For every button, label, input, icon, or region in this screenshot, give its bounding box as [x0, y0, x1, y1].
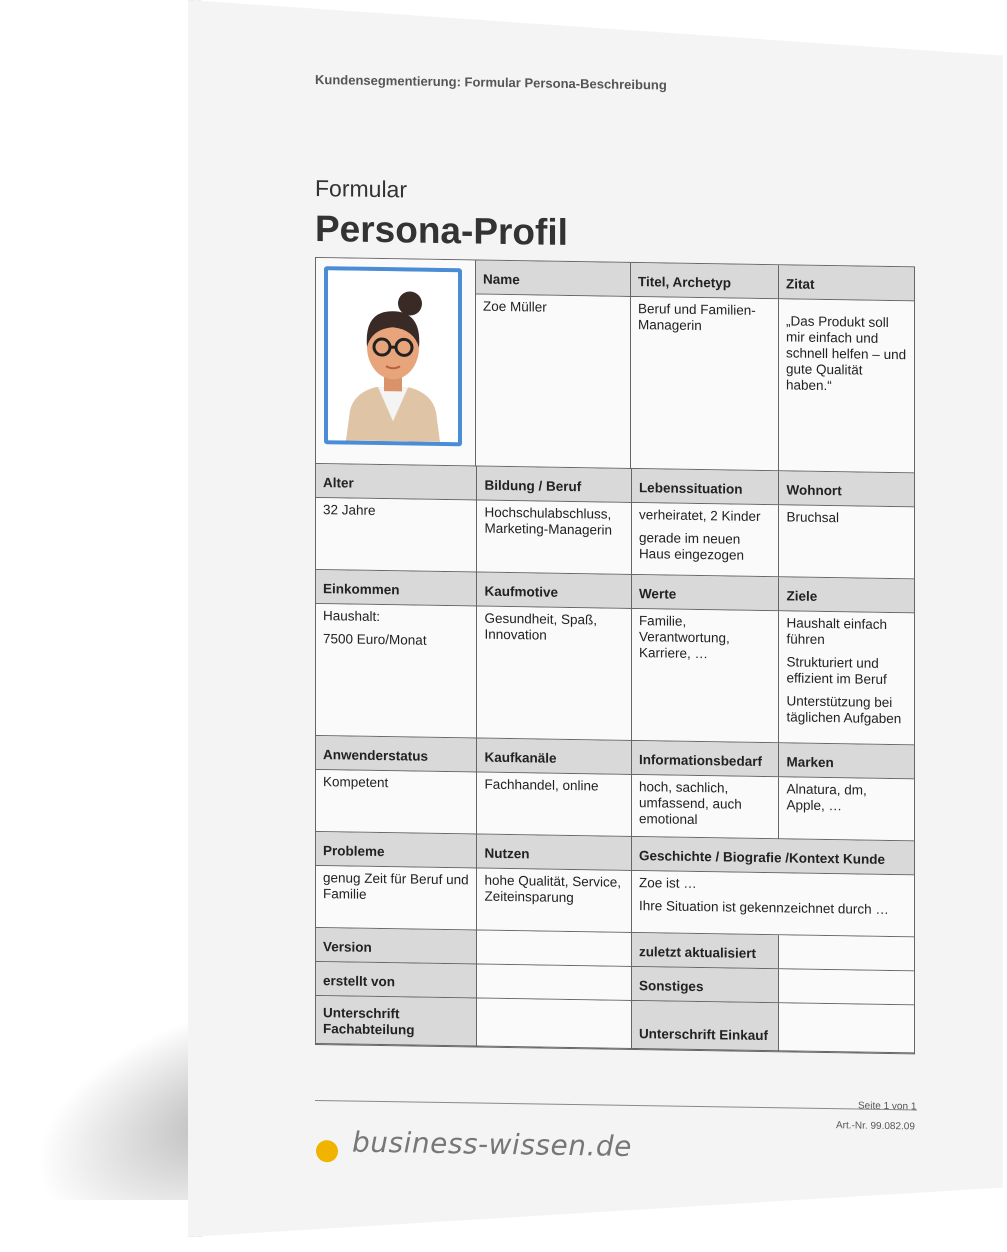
table-row	[316, 498, 914, 579]
table-row	[316, 604, 914, 745]
problems-label: Probleme	[316, 832, 477, 869]
problems-value: genug Zeit für Beruf und Familie	[316, 866, 477, 931]
goal-item: Strukturiert und effizient im Beruf	[786, 654, 907, 688]
education-label: Bildung / Beruf	[477, 467, 631, 503]
goals-value	[779, 611, 914, 745]
brand-logo: business-wissen.de	[352, 1126, 632, 1163]
age-label: Alter	[316, 464, 477, 501]
avatar-illustration-icon	[328, 270, 458, 442]
motives-value: Gesundheit, Spaß, Innovation	[477, 607, 631, 741]
channels-label: Kaufkanäle	[477, 739, 631, 775]
info-need-label: Informationsbedarf	[632, 741, 780, 777]
story-line: Zoe ist …	[639, 875, 907, 895]
misc-label: Sonstiges	[632, 967, 780, 1003]
story-label: Geschichte / Biografie /Kontext Kunde	[632, 837, 914, 875]
created-by-label: erstellt von	[316, 962, 477, 999]
logo-dot-icon	[316, 1140, 338, 1162]
goal-item: Unterstützung bei täglichen Aufgaben	[786, 693, 907, 727]
values-value: Familie, Verantwortung, Karriere, …	[632, 609, 780, 743]
footer-divider	[315, 1100, 917, 1110]
life-situation-line: verheiratet, 2 Kinder	[639, 507, 772, 525]
archetype-value: Beruf und Familien-Managerin	[631, 297, 779, 471]
income-value	[316, 604, 477, 739]
profile-block	[476, 261, 914, 474]
table-row	[316, 258, 914, 473]
profile-value-row	[476, 295, 914, 474]
brands-label: Marken	[779, 743, 914, 779]
document-title: Persona-Profil	[315, 208, 568, 254]
residence-value: Bruchsal	[779, 505, 914, 579]
age-value: 32 Jahre	[316, 498, 477, 573]
life-situation-line: gerade im neuen Haus eingezogen	[639, 530, 772, 564]
created-by-field[interactable]	[477, 965, 631, 1001]
values-label: Werte	[632, 575, 780, 611]
info-need-value: hoch, sachlich, umfassend, auch emotional	[632, 775, 780, 839]
life-situation-label: Lebenssituation	[632, 469, 780, 505]
version-field[interactable]	[477, 931, 631, 967]
channels-value: Fachhandel, online	[477, 773, 631, 837]
table-row	[316, 996, 914, 1053]
quote-value: „Das Produkt soll mir einfach und schnell helfen – und gute Qualität haben.“	[779, 299, 914, 473]
benefits-value: hohe Qualität, Service, Zeiteinsparung	[477, 869, 632, 933]
persona-table	[315, 257, 915, 1054]
photo-cell	[316, 258, 476, 467]
quote-label: Zitat	[779, 265, 914, 301]
education-value: Hochschulabschluss, Marketing-Managerin	[477, 501, 631, 575]
benefits-label: Nutzen	[477, 835, 632, 871]
updated-field[interactable]	[779, 935, 914, 971]
goal-item: Haushalt einfach führen	[786, 615, 907, 649]
user-status-value: Kompetent	[316, 770, 477, 835]
persona-avatar	[324, 266, 462, 446]
updated-label: zuletzt aktualisiert	[632, 933, 780, 969]
name-value: Zoe Müller	[476, 295, 631, 469]
goals-label: Ziele	[779, 577, 914, 613]
story-line: Ihre Situation ist gekennzeichnet durch …	[639, 898, 907, 918]
signature-purchase-field[interactable]	[779, 1003, 914, 1053]
story-value	[632, 871, 914, 937]
archetype-label: Titel, Archetyp	[631, 263, 779, 299]
signature-purchase-label: Unterschrift Einkauf	[632, 1001, 780, 1051]
income-label: Einkommen	[316, 570, 477, 607]
user-status-label: Anwenderstatus	[316, 736, 477, 773]
signature-department-label: Unterschrift Fachabteilung	[316, 996, 477, 1047]
document-header: Kundensegmentierung: Formular Persona-Beschreibung	[315, 72, 667, 93]
article-number: Art.-Nr. 99.082.09	[836, 1120, 915, 1132]
life-situation-value	[632, 503, 780, 577]
signature-department-field[interactable]	[477, 999, 631, 1049]
page-number: Seite 1 von 1	[858, 1101, 916, 1113]
table-row	[316, 866, 914, 937]
residence-label: Wohnort	[779, 471, 914, 507]
income-line: 7500 Euro/Monat	[323, 631, 469, 649]
misc-field[interactable]	[779, 969, 914, 1005]
version-label: Version	[316, 928, 477, 965]
document-subtitle: Formular	[315, 175, 407, 203]
name-label: Name	[476, 261, 631, 297]
income-line: Haushalt:	[323, 608, 469, 626]
brands-value: Alnatura, dm, Apple, …	[779, 777, 914, 841]
table-row	[316, 770, 914, 841]
motives-label: Kaufmotive	[477, 573, 631, 609]
